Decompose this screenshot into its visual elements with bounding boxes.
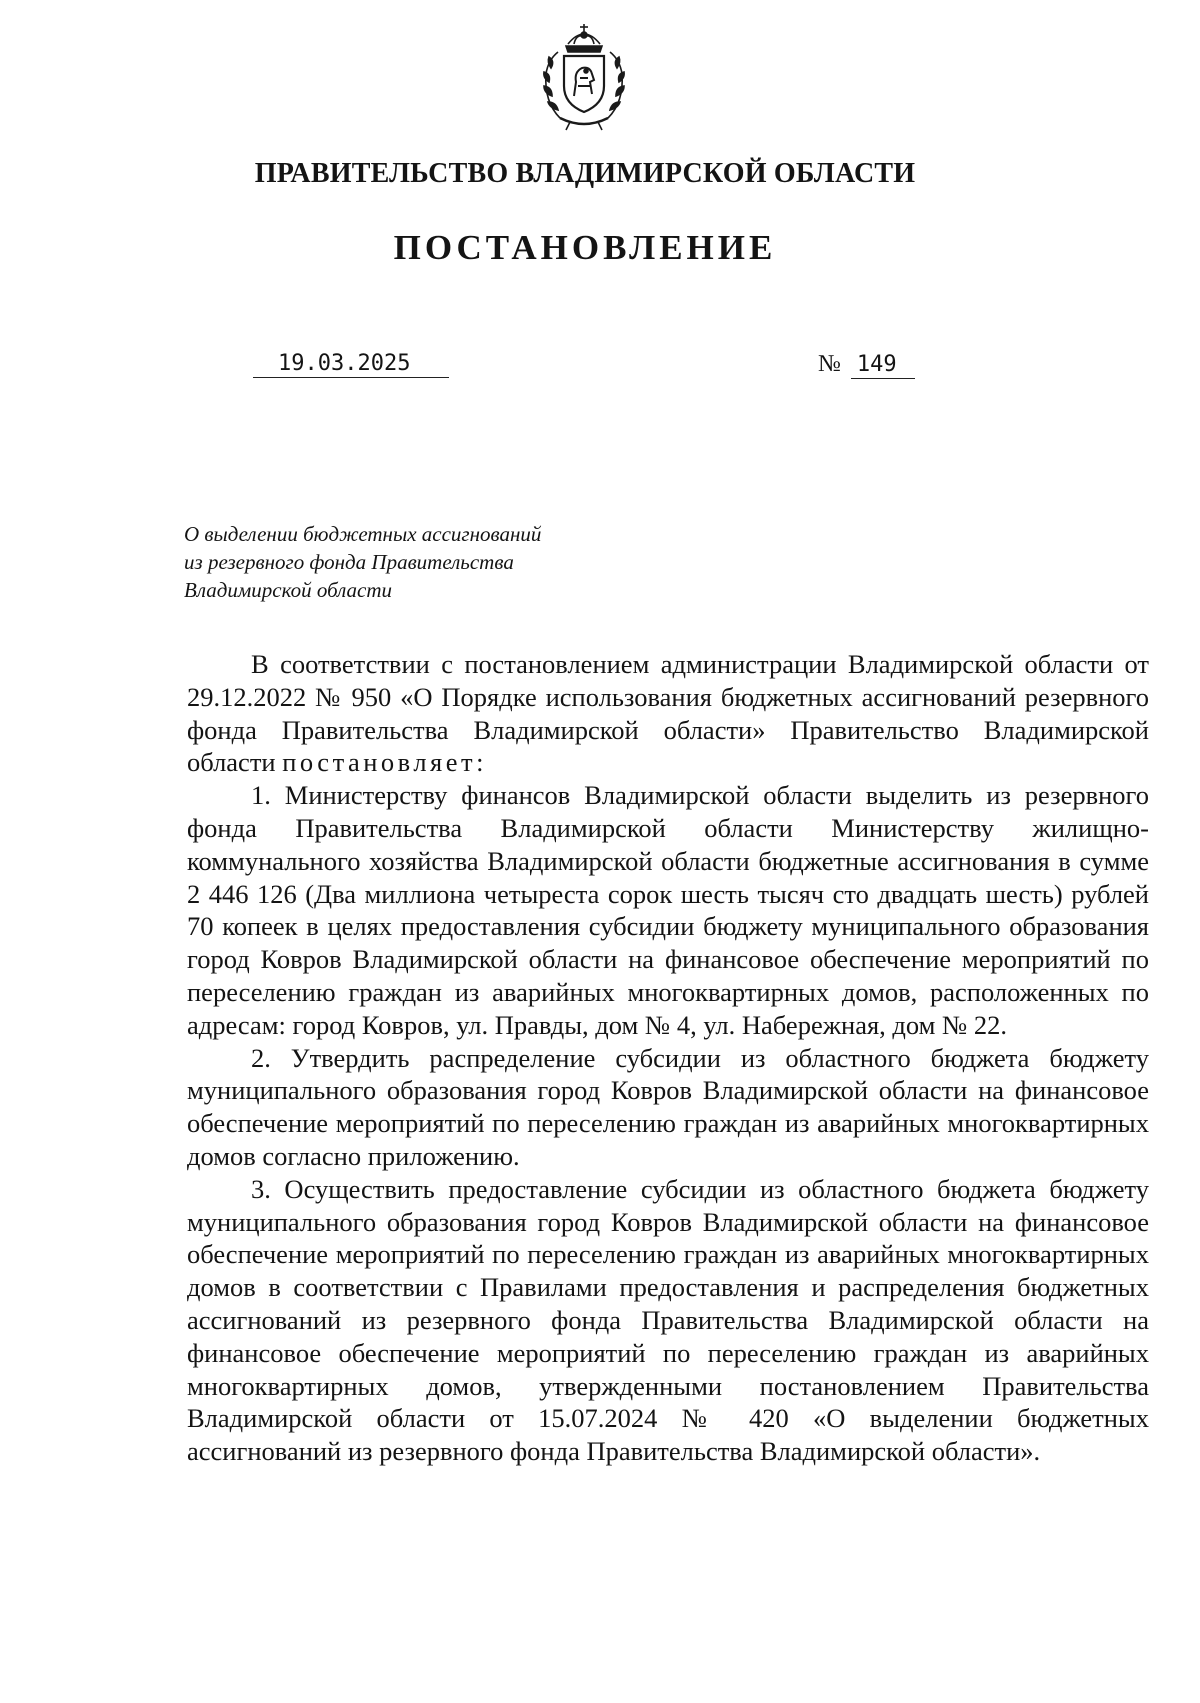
document-number-field: [818, 351, 915, 379]
decree-colon: :: [476, 747, 484, 778]
coat-of-arms-icon: [530, 22, 638, 132]
decree-item-3: 3. Осуществить предоставление субсидии из областного бюджета бюджету муниципального образования город Ковров Владимирской области на финансовое обеспечение мероприятий по переселению граждан из аварийных многоквартирных домов в соответствии с Правилами предоставления и распределения бюджетных ассигнований из резервного фонда Правительства Владимирской области на финансовое обеспечение мероприятий по переселению граждан из аварийных многоквартирных домов, утвержденными постановлением Правительства Владимирской области от 15.07.2024 № 420 «О выделении бюджетных ассигнований из резервного фонда Правительства Владимирской области».: [187, 1173, 1149, 1467]
document-number: 149: [851, 352, 915, 379]
document-date: 19.03.2025: [253, 351, 449, 378]
number-sign: №: [818, 351, 841, 377]
decree-item-1: 1. Министерству финансов Владимирской области выделить из резервного фонда Правительства Владимирской области Министерству жилищно-коммунального хозяйства Владимирской области бюджетные ассигнования в сумме 2 446 126 (Два миллиона четыреста сорок шесть тысяч сто двадцать шесть) рублей 70 копеек в целях предоставления субсидии бюджету муниципального образования город Ковров Владимирской области на финансовое обеспечение мероприятий по переселению граждан из аварийных многоквартирных домов, расположенных по адресам: город Ковров, ул. Правды, дом № 4, ул. Набережная, дом № 22.: [187, 780, 1149, 1040]
preamble-text: В соответствии с постановлением администрации Владимирской области от 29.12.2022 № 950 «О Порядке использования бюджетных ассигнований резервного фонда Правительства Владимирской области» Правительство Владимирской области: [187, 649, 1149, 778]
document-body: [187, 648, 1149, 1468]
subject-line: Владимирской области: [184, 578, 393, 602]
decree-word: постановляет: [282, 747, 477, 778]
preamble-paragraph: [187, 648, 1149, 779]
document-subject: [184, 520, 541, 604]
decree-item-2: 2. Утвердить распределение субсидии из областного бюджета бюджету муниципального образования город Ковров Владимирской области на финансовое обеспечение мероприятий по переселению граждан из аварийных многоквартирных домов согласно приложению.: [187, 1042, 1149, 1171]
subject-line: из резервного фонда Правительства: [184, 550, 514, 574]
subject-line: О выделении бюджетных ассигнований: [184, 522, 542, 546]
document-type-title: ПОСТАНОВЛЕНИЕ: [393, 228, 777, 267]
organization-title: ПРАВИТЕЛЬСТВО ВЛАДИМИРСКОЙ ОБЛАСТИ: [254, 158, 916, 189]
